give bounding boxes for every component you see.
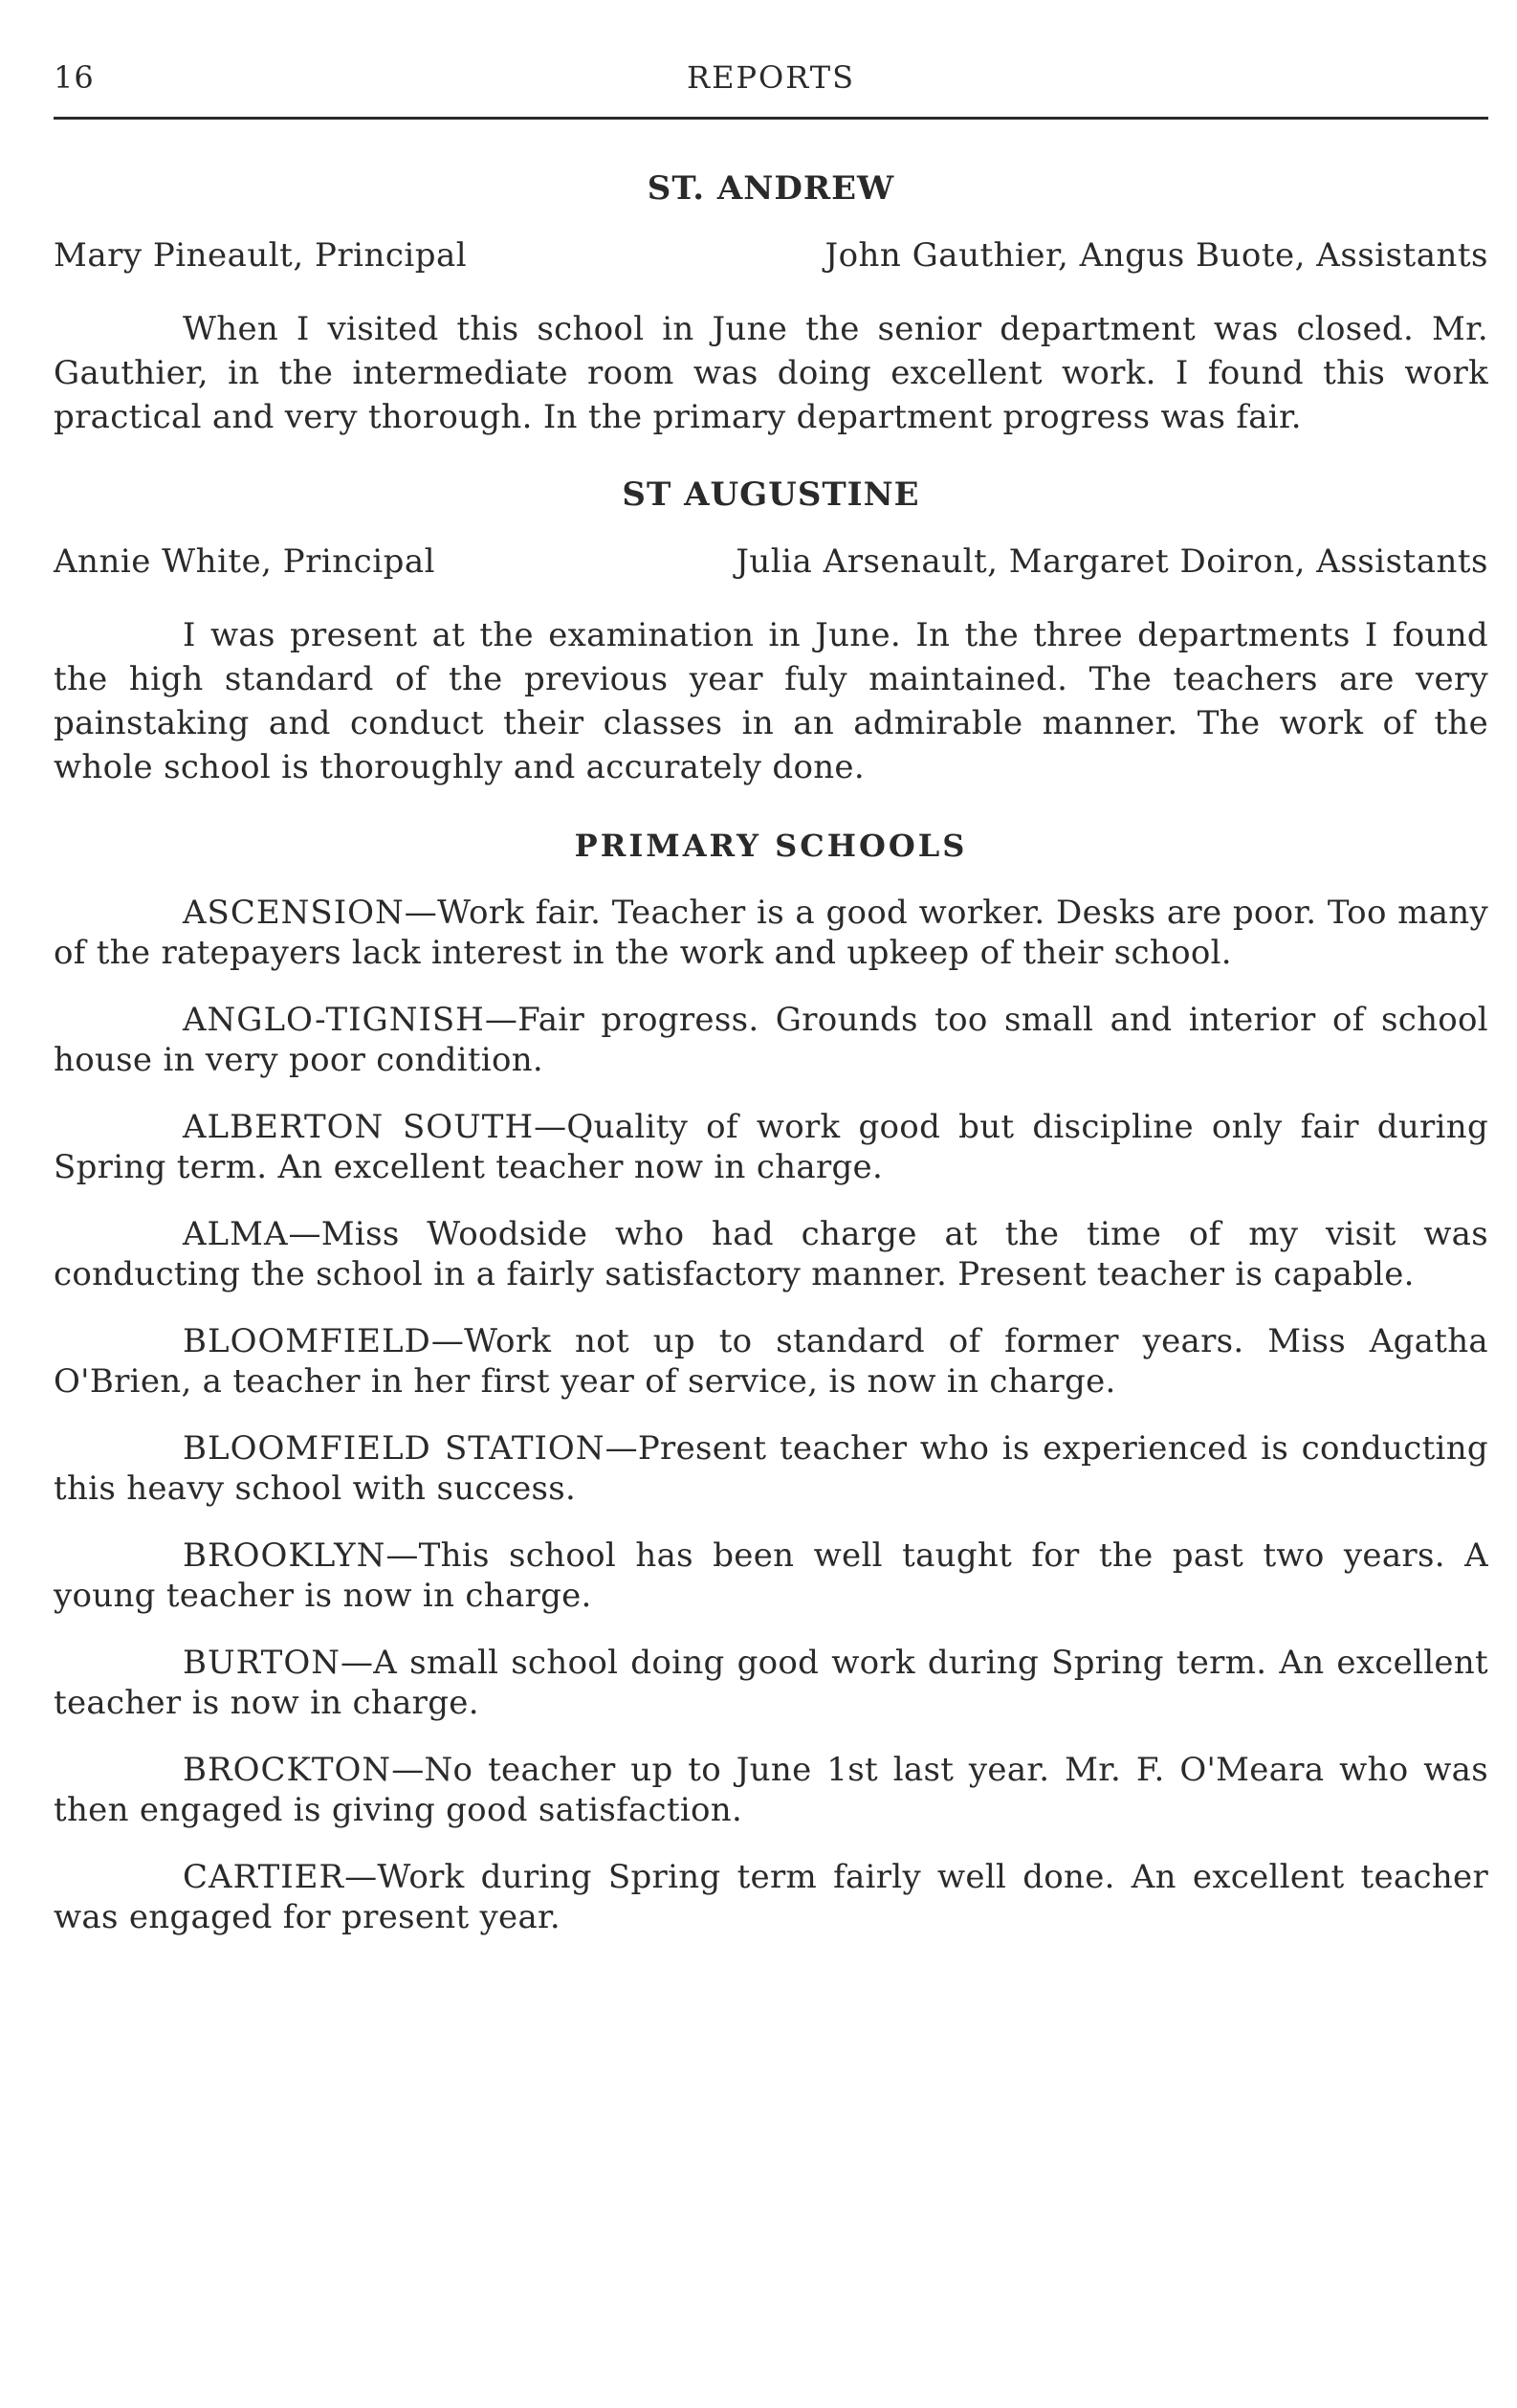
document-page <box>54 59 1488 1964</box>
school-entry <box>54 893 1488 973</box>
school-entry <box>54 1750 1488 1830</box>
school-entry <box>54 1321 1488 1402</box>
school-name: CARTIER <box>183 1858 345 1896</box>
page-number: 16 <box>54 59 95 96</box>
school-report: —Miss Woodside who had charge at the time of my visit was conducting the school in a fairly satisfactory manner. Present teacher is capable. <box>54 1215 1488 1293</box>
school-report: —A small school doing good work during Spring term. An excellent teacher is now in charge. <box>54 1644 1488 1722</box>
school-entry <box>54 1000 1488 1080</box>
school-entry <box>54 1857 1488 1937</box>
running-header <box>54 59 1488 120</box>
school-name: BLOOMFIELD STATION <box>183 1429 605 1468</box>
principal-name: Mary Pineault, Principal <box>54 236 468 275</box>
section-title-st-augustine: ST AUGUSTINE <box>622 475 920 514</box>
school-name: ALBERTON SOUTH <box>183 1108 535 1146</box>
school-name: ALMA <box>183 1215 289 1253</box>
school-entry <box>54 1107 1488 1187</box>
school-report: —No teacher up to June 1st last year. Mr. F. O'Meara who was then engaged is giving good satisfaction. <box>54 1751 1488 1829</box>
school-name: BROOKLYN <box>183 1536 386 1575</box>
report-paragraph-st-augustine: I was present at the examination in June. In the three departments I found the high standard of the previous year fuly maintained. The teachers are very painstaking and conduct their classes in an admirable manner. The work of the whole school is thoroughly and accurately done. <box>54 616 1488 786</box>
school-name: BLOOMFIELD <box>183 1322 431 1360</box>
school-name: ANGLO-TIGNISH <box>183 1001 485 1039</box>
school-entry <box>54 1535 1488 1616</box>
school-name: BURTON <box>183 1644 341 1682</box>
school-entry <box>54 1643 1488 1723</box>
staff-line-st-andrew <box>54 236 1488 275</box>
running-title: REPORTS <box>686 59 855 96</box>
school-name: BROCKTON <box>183 1751 392 1789</box>
school-report: —Work fair. Teacher is a good worker. Desks are poor. Too many of the ratepayers lack interest in the work and upkeep of their school. <box>54 894 1488 972</box>
assistants-names: John Gauthier, Angus Buote, Assistants <box>824 236 1488 275</box>
school-name: ASCENSION <box>183 894 405 932</box>
staff-line-st-augustine <box>54 542 1488 581</box>
report-paragraph-st-andrew: When I visited this school in June the senior department was closed. Mr. Gauthier, in the intermediate room was doing excellent work. I found this work practical and very thorough. In the primary department progress was fair. <box>54 310 1488 436</box>
primary-schools-heading: PRIMARY SCHOOLS <box>574 828 968 864</box>
school-report: —Fair progress. Grounds too small and interior of school house in very poor condition. <box>54 1001 1488 1079</box>
school-report: —Quality of work good but discipline only fair during Spring term. An excellent teacher now in charge. <box>54 1108 1489 1186</box>
school-entry <box>54 1214 1488 1294</box>
school-report: —Work not up to standard of former years. Miss Agatha O'Brien, a teacher in her first year of service, is now in charge. <box>54 1322 1488 1401</box>
primary-schools-list <box>54 893 1488 1937</box>
school-entry <box>54 1428 1488 1509</box>
principal-name: Annie White, Principal <box>54 542 435 581</box>
assistants-names: Julia Arsenault, Margaret Doiron, Assistants <box>736 542 1488 581</box>
school-report: —Work during Spring term fairly well done. An excellent teacher was engaged for present year. <box>54 1858 1488 1936</box>
school-report: —This school has been well taught for the past two years. A young teacher is now in charge. <box>54 1536 1488 1615</box>
section-title-st-andrew: ST. ANDREW <box>647 169 895 208</box>
school-report: —Present teacher who is experienced is conducting this heavy school with success. <box>54 1429 1488 1508</box>
